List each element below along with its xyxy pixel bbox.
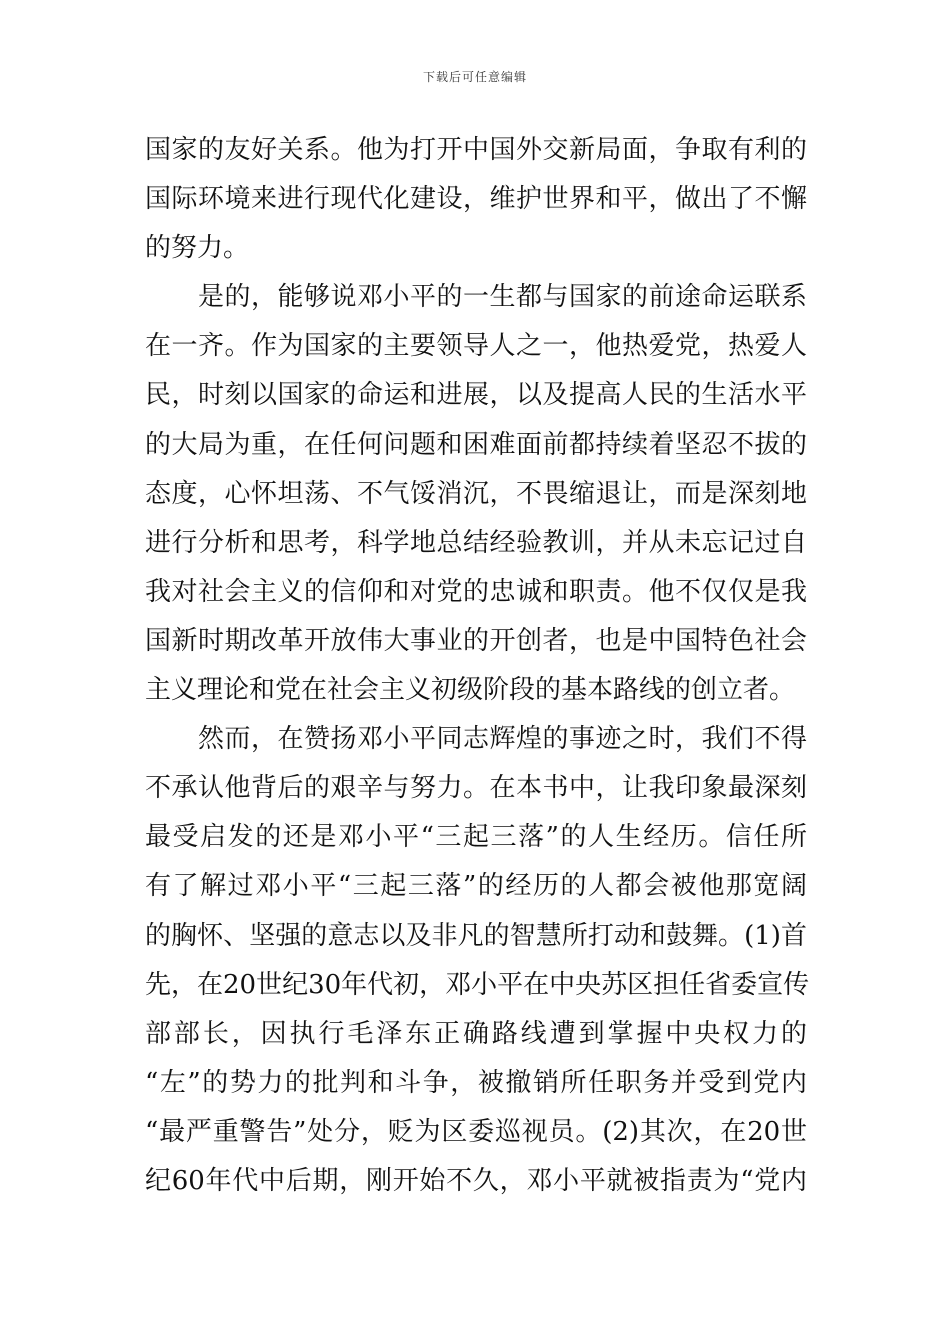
text-line: 纪60年代中后期，刚开始不久，邓小平就被指责为“党内 [145, 1165, 807, 1196]
text-line: 我对社会主义的信仰和对党的忠诚和职责。他不仅仅是我 [145, 576, 807, 607]
page-header: 下载后可任意编辑 [422, 70, 527, 84]
text-line: 的努力。 [145, 233, 250, 264]
text-line: 进行分析和思考，科学地总结经验教训，并从未忘记过自 [145, 527, 807, 558]
paragraph-2 [145, 273, 807, 715]
text-line: 态度，心怀坦荡、不气馁消沉，不畏缩退让，而是深刻地 [145, 478, 807, 509]
text-line: 先，在20世纪30年代初，邓小平在中央苏区担任省委宣传 [145, 969, 810, 1000]
text-line: “最严重警告”处分，贬为区委巡视员。(2)其次，在20世 [145, 1116, 807, 1147]
text-line: 不承认他背后的艰辛与努力。在本书中，让我印象最深刻 [145, 773, 807, 804]
text-line: 然而，在赞扬邓小平同志辉煌的事迹之时，我们不得 [145, 724, 807, 755]
text-line: 部部长，因执行毛泽东正确路线遭到掌握中央权力的 [145, 1018, 807, 1049]
text-line: 是的，能够说邓小平的一生都与国家的前途命运联系 [145, 282, 807, 313]
body-text [145, 126, 810, 1206]
text-line: 在一齐。作为国家的主要领导人之一，他热爱党，热爱人 [145, 331, 807, 362]
text-line: 的胸怀、坚强的意志以及非凡的智慧所打动和鼓舞。(1)首 [145, 920, 807, 951]
text-line: 国家的友好关系。他为打开中国外交新局面，争取有利的 [145, 135, 807, 165]
text-line: 主义理论和党在社会主义初级阶段的基本路线的创立者。 [145, 675, 796, 706]
text-line: 有了解过邓小平“三起三落”的经历的人都会被他那宽阔 [145, 871, 807, 902]
paragraph-3 [145, 715, 810, 1206]
text-line: 国际环境来进行现代化建设，维护世界和平，做出了不懈 [145, 184, 807, 215]
text-line: 民，时刻以国家的命运和进展，以及提高人民的生活水平 [145, 380, 807, 411]
text-line: 最受启发的还是邓小平“三起三落”的人生经历。信任所 [145, 822, 807, 853]
text-line: 的大局为重，在任何问题和困难面前都持续着坚忍不拔的 [145, 429, 807, 460]
paragraph-1 [145, 126, 807, 273]
text-line: “左”的势力的批判和斗争，被撤销所任职务并受到党内 [145, 1067, 807, 1098]
text-line: 国新时期改革开放伟大事业的开创者，也是中国特色社会 [145, 625, 807, 656]
